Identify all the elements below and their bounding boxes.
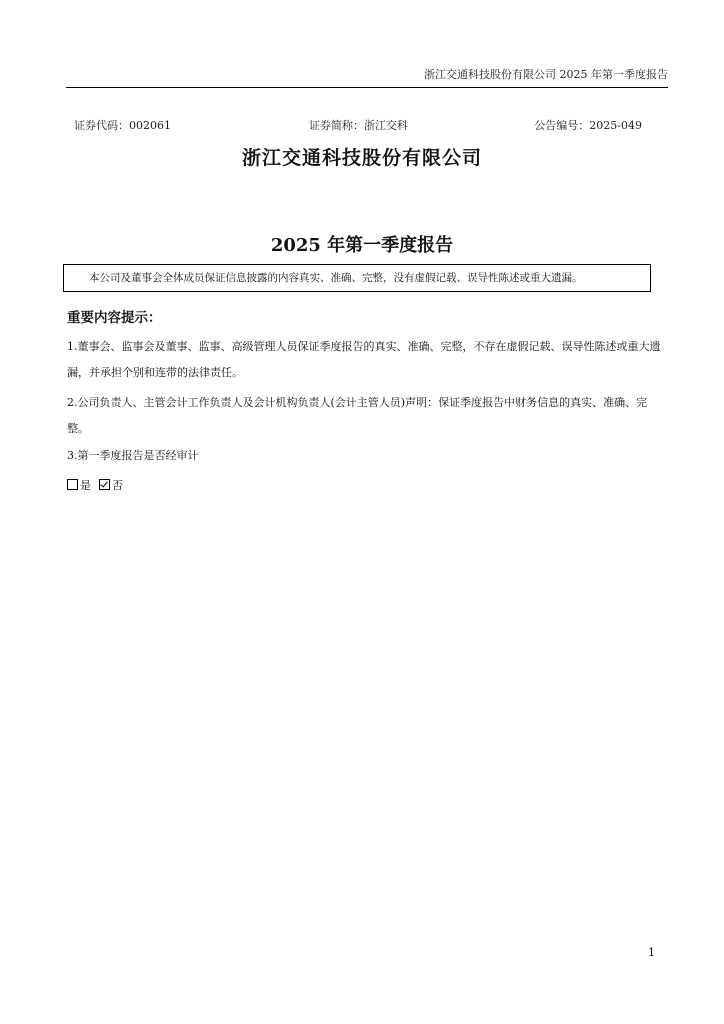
stock-code: 证券代码：002061	[74, 119, 171, 132]
header-divider	[66, 87, 668, 88]
tip-item-3: 3.第一季度报告是否经审计	[67, 449, 199, 462]
disclosure-notice-text: 本公司及董事会全体成员保证信息披露的内容真实、准确、完整，没有虚假记载、误导性陈述或重大遗漏。	[89, 272, 583, 284]
running-header: 浙江交通科技股份有限公司 2025 年第一季度报告	[424, 68, 668, 81]
audit-no-label: 否	[112, 479, 123, 492]
important-tips-heading: 重要内容提示：	[67, 310, 162, 326]
page-number: 1	[648, 946, 655, 959]
audit-yes-label: 是	[80, 479, 91, 492]
tip-item-2: 2.公司负责人、主管会计工作负责人及会计机构负责人(会计主管人员)声明：保证季度报告中财务信息的真实、准确、完整。	[67, 396, 648, 435]
audit-yes-checkbox[interactable]	[67, 479, 78, 490]
stock-abbreviation: 证券简称：浙江交科	[309, 119, 408, 132]
audit-no-checkbox[interactable]	[99, 479, 110, 490]
audit-options	[67, 475, 123, 497]
tip-item-1: 1.董事会、监事会及董事、监事、高级管理人员保证季度报告的真实、准确、完整，不存在虚假记载、误导性陈述或重大遗漏，并承担个别和连带的法律责任。	[67, 340, 661, 379]
disclosure-notice-box	[63, 264, 651, 292]
announcement-number: 公告编号：2025-049	[534, 119, 642, 132]
company-title: 浙江交通科技股份有限公司	[241, 147, 482, 169]
report-title: 2025 年第一季度报告	[270, 235, 454, 256]
